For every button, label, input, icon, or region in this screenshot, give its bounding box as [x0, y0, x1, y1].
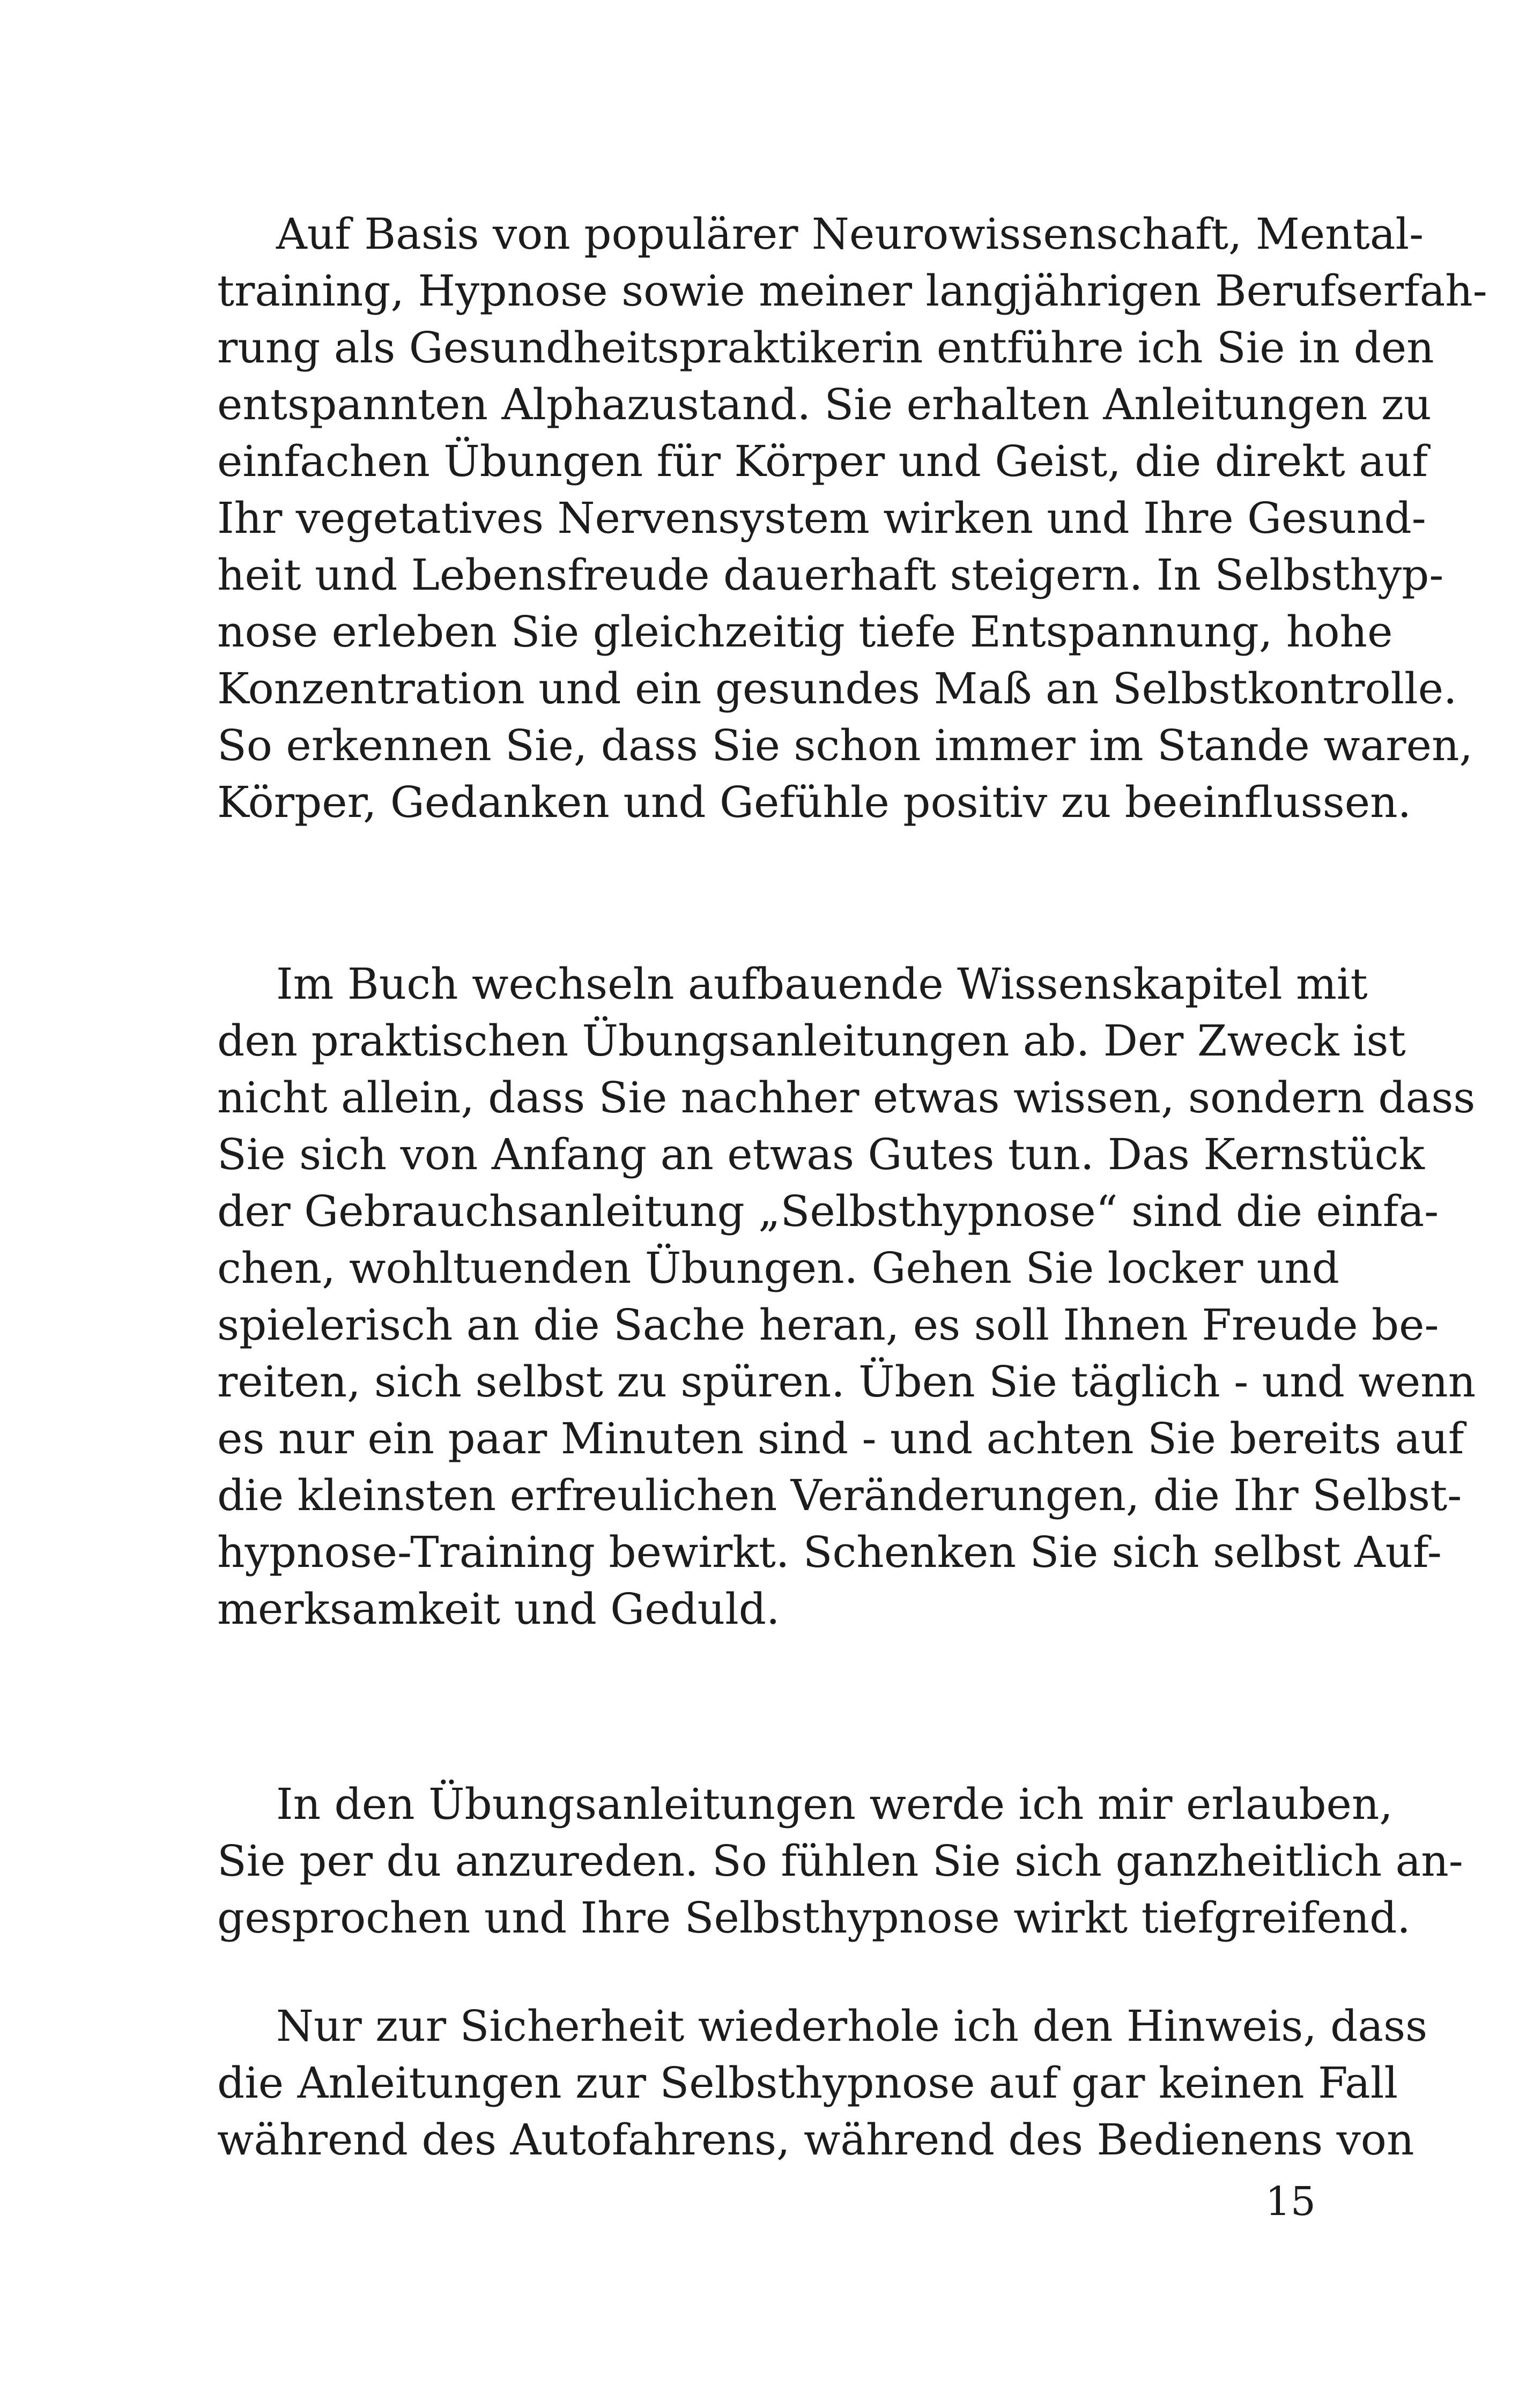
text-line: den praktischen Übungsanleitungen ab. Der Zweck ist [217, 1016, 1406, 1066]
page-number: 15 [1265, 2179, 1316, 2225]
text-line: nose erleben Sie gleichzeitig tiefe Entspannung, hohe [217, 607, 1393, 657]
text-line: die Anleitungen zur Selbsthypnose auf gar keinen Fall [217, 2058, 1398, 2108]
text-line: In den Übungsanleitungen werde ich mir erlauben, [276, 1779, 1393, 1829]
text-line: heit und Lebensfreude dauerhaft steigern. In Selbsthyp- [217, 550, 1444, 600]
text-line: Konzentration und ein gesundes Maß an Selbstkontrolle. [217, 664, 1457, 714]
text-line: entspannten Alphazustand. Sie erhalten Anleitungen zu [217, 380, 1432, 429]
text-line: rung als Gesundheitspraktikerin entführe ich Sie in den [217, 323, 1434, 373]
text-line: Sie sich von Anfang an etwas Gutes tun. Das Kernstück [217, 1129, 1425, 1179]
text-line: chen, wohltuenden Übungen. Gehen Sie locker und [217, 1243, 1340, 1293]
text-line: Sie per du anzureden. So fühlen Sie sich ganzheitlich an- [217, 1836, 1463, 1886]
text-line: merksamkeit und Geduld. [217, 1584, 780, 1634]
text-line: training, Hypnose sowie meiner langjährigen Berufserfah- [217, 266, 1487, 316]
text-line: Nur zur Sicherheit wiederhole ich den Hinweis, dass [276, 2001, 1428, 2051]
text-line: nicht allein, dass Sie nachher etwas wissen, sondern dass [217, 1073, 1476, 1123]
text-line: So erkennen Sie, dass Sie schon immer im Stande waren, [217, 720, 1473, 770]
text-line: reiten, sich selbst zu spüren. Üben Sie täglich - und wenn [217, 1357, 1476, 1407]
text-line: Auf Basis von populärer Neurowissenschaft, Mental- [276, 209, 1424, 259]
text-line: Ihr vegetatives Nervensystem wirken und Ihre Gesund- [217, 493, 1426, 543]
text-line: einfachen Übungen für Körper und Geist, die direkt auf [217, 436, 1428, 486]
text-line: es nur ein paar Minuten sind - und achten Sie bereits auf [217, 1414, 1464, 1463]
text-line: während des Autofahrens, während des Bedienens von [217, 2115, 1414, 2165]
text-line: Im Buch wechseln aufbauende Wissenskapitel mit [276, 959, 1368, 1009]
text-line: hypnose-Training bewirkt. Schenken Sie sich selbst Auf- [217, 1527, 1442, 1577]
text-line: Körper, Gedanken und Gefühle positiv zu beeinflussen. [217, 777, 1412, 827]
text-line: der Gebrauchsanleitung „Selbsthypnose“ sind die einfa- [217, 1186, 1439, 1236]
text-line: gesprochen und Ihre Selbsthypnose wirkt tiefgreifend. [217, 1893, 1411, 1943]
text-line: die kleinsten erfreulichen Veränderungen, die Ihr Selbst- [217, 1470, 1462, 1520]
text-line: spielerisch an die Sache heran, es soll Ihnen Freude be- [217, 1300, 1439, 1350]
